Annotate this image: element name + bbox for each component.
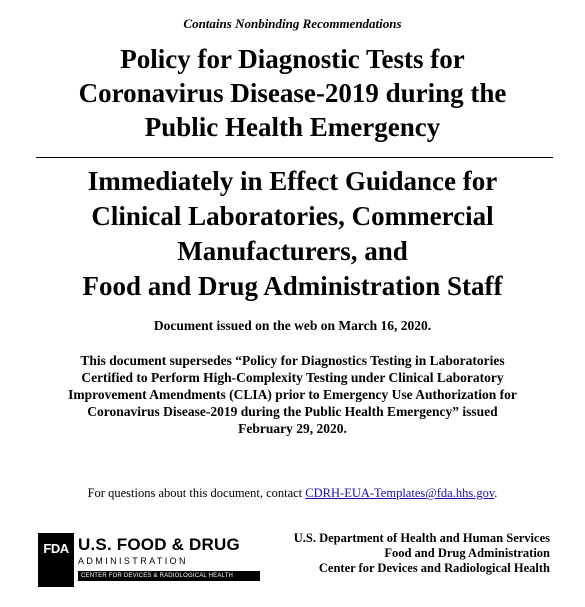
fda-logo-name: U.S. FOOD & DRUG [78,535,240,554]
document-title-line: Public Health Emergency [144,112,441,142]
supersedes-line: Certified to Perform High-Complexity Testing under Clinical Laboratory [81,370,504,385]
supersedes-line: Improvement Amendments (CLIA) prior to Emergency Use Authorization for [68,387,517,402]
fda-logo [38,533,260,587]
fda-logo-text [74,533,260,587]
nonbinding-note: Contains Nonbinding Recommendations [183,16,402,31]
guidance-subtitle-line: Clinical Laboratories, Commercial [91,201,494,231]
agency-line: Center for Devices and Radiological Health [318,561,550,575]
guidance-subtitle-line: Food and Drug Administration Staff [82,271,503,301]
document-title [10,42,575,144]
agency-line: Food and Drug Administration [384,546,550,560]
fda-logo-administration: ADMINISTRATION [78,556,188,566]
contact-prefix: For questions about this document, contact [87,486,306,500]
document-title-line: Policy for Diagnostic Tests for [120,44,465,74]
guidance-subtitle-line: Immediately in Effect Guidance for [87,166,498,196]
agency-block [270,531,550,576]
document-title-line: Coronavirus Disease-2019 during the [78,78,507,108]
contact-email-link[interactable]: CDRH-EUA-Templates@fda.hhs.gov [305,486,495,500]
contact-line [0,486,585,501]
guidance-subtitle [10,164,575,304]
agency-line: U.S. Department of Health and Human Services [293,531,550,545]
supersedes-line: February 29, 2020. [238,421,347,436]
supersedes-notice [30,352,555,437]
title-divider [36,157,553,158]
contact-suffix: . [494,486,498,500]
issue-date: Document issued on the web on March 16, 2020. [153,318,432,333]
fda-logo-center: CENTER FOR DEVICES & RADIOLOGICAL HEALTH [78,571,260,581]
guidance-subtitle-line: Manufacturers, and [177,236,408,266]
fda-logo-mark: FDA [38,533,74,587]
supersedes-line: This document supersedes “Policy for Diagnostics Testing in Laboratories [80,353,505,368]
supersedes-line: Coronavirus Disease-2019 during the Public Health Emergency” issued [87,404,498,419]
